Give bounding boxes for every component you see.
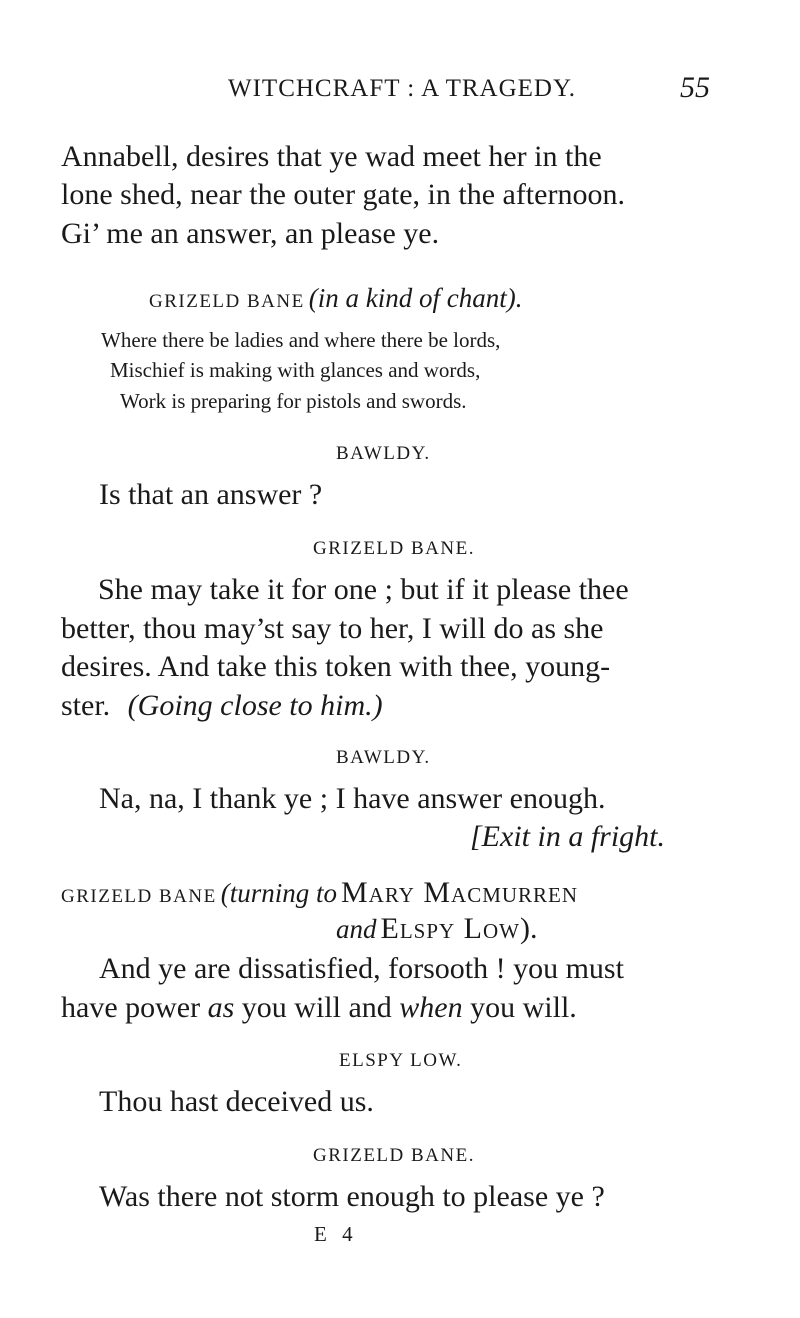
stage-direction: [Exit in a fright.: [470, 820, 665, 853]
speaker-heading-continued: [336, 912, 538, 946]
emphasis: as: [207, 991, 235, 1024]
stage-direction: (Going close to him.): [127, 689, 383, 722]
text-line: desires. And take this token with thee, young-: [61, 650, 611, 683]
speaker-name: GRIZELD BANE: [149, 291, 305, 312]
speaker-name: BAWLDY.: [336, 443, 431, 464]
character-name: Mary Macmurren: [341, 876, 579, 909]
text-line: lone shed, near the outer gate, in the afternoon.: [61, 178, 625, 211]
stage-direction: (in a kind of chant).: [308, 283, 523, 313]
speaker-name: GRIZELD BANE.: [313, 1145, 475, 1166]
stage-direction: and: [336, 914, 377, 944]
running-title: WITCHCRAFT : A TRAGEDY.: [228, 75, 577, 102]
speaker-heading: [61, 876, 578, 910]
stage-direction: ).: [520, 912, 538, 945]
text-fragment: have power: [61, 991, 201, 1024]
page-number: 55: [680, 71, 710, 104]
text-fragment: ster.: [61, 689, 111, 722]
text-line: Is that an answer ?: [99, 478, 323, 511]
text-fragment: you will.: [470, 991, 577, 1024]
speaker-name: BAWLDY.: [336, 747, 431, 768]
signature-mark: E 4: [314, 1222, 358, 1246]
verse-line: Where there be ladies and where there be lords,: [101, 328, 501, 352]
text-line: Na, na, I thank ye ; I have answer enough.: [99, 782, 606, 815]
stage-direction: (turning to: [220, 878, 337, 908]
text-line: She may take it for one ; but if it please thee: [98, 573, 629, 606]
speaker-heading: [149, 283, 522, 314]
text-line: Gi’ me an answer, an please ye.: [61, 217, 440, 250]
text-line: better, thou may’st say to her, I will do as she: [61, 612, 604, 645]
text-line: Annabell, desires that ye wad meet her in the: [61, 140, 602, 173]
text-line: [61, 689, 383, 723]
speaker-name: ELSPY LOW.: [339, 1050, 463, 1071]
speaker-name: GRIZELD BANE: [61, 886, 217, 907]
speaker-name: GRIZELD BANE.: [313, 538, 475, 559]
verse-line: Work is preparing for pistols and swords.: [120, 389, 467, 413]
text-line: And ye are dissatisfied, forsooth ! you must: [99, 952, 624, 985]
text-line: Was there not storm enough to please ye ?: [99, 1180, 605, 1213]
text-line: [61, 991, 577, 1025]
character-name: Elspy Low: [380, 912, 520, 945]
text-line: Thou hast deceived us.: [99, 1085, 374, 1118]
verse-line: Mischief is making with glances and words,: [110, 358, 481, 382]
emphasis: when: [399, 991, 463, 1024]
text-fragment: you will and: [241, 991, 392, 1024]
